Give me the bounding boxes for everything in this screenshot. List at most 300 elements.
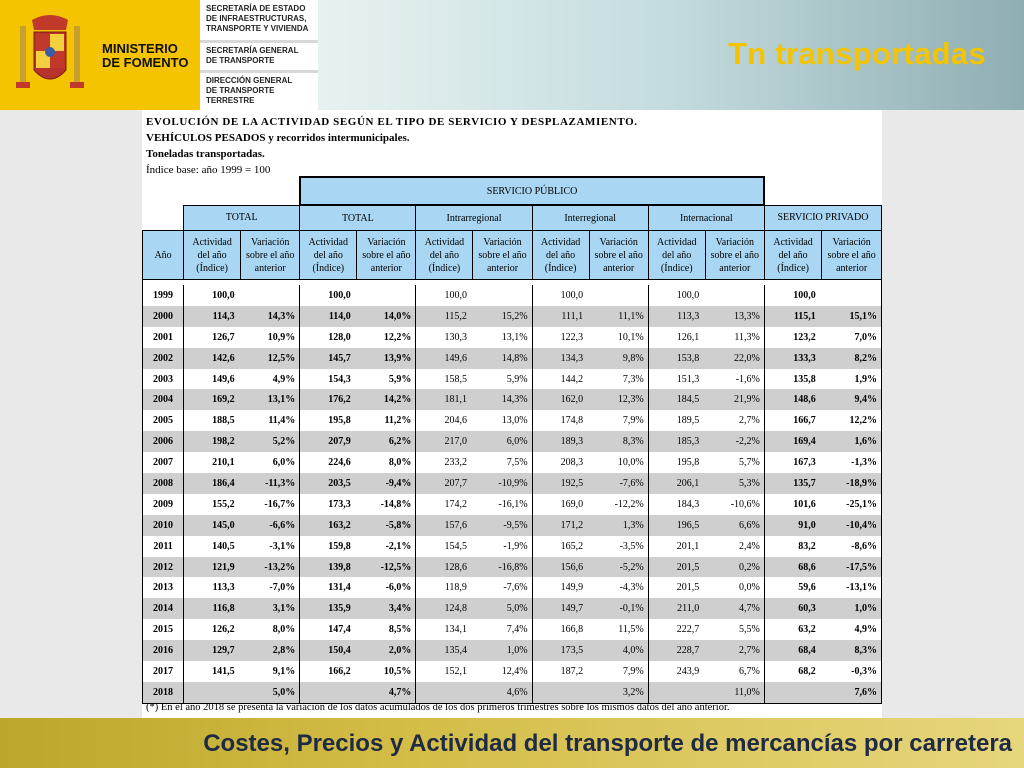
actividad-cell: 147,4 bbox=[300, 619, 357, 640]
variacion-header: Variación sobre el año anterior bbox=[473, 231, 532, 280]
actividad-cell: 189,3 bbox=[532, 431, 589, 452]
actividad-cell: 111,1 bbox=[532, 306, 589, 327]
variacion-cell: 14,3% bbox=[473, 389, 532, 410]
variacion-cell: 2,4% bbox=[739, 540, 760, 552]
variacion-cell: -25,1% bbox=[822, 494, 882, 515]
actividad-cell: 185,3 bbox=[648, 431, 705, 452]
variacion-cell: 2,7% bbox=[739, 415, 760, 427]
variacion-cell: -5,2% bbox=[589, 557, 648, 578]
variacion-cell: 0,0% bbox=[739, 582, 760, 594]
actividad-cell: 115,1 bbox=[764, 306, 821, 327]
variacion-cell: 13,0% bbox=[501, 415, 528, 427]
variacion-cell: 15,1% bbox=[822, 306, 882, 327]
variacion-cell: -16,8% bbox=[473, 557, 532, 578]
year-cell: 2001 bbox=[143, 327, 184, 348]
variacion-cell: 11,2% bbox=[384, 415, 412, 427]
variacion-cell: 7,3% bbox=[622, 373, 644, 385]
variacion-cell: -1,3% bbox=[822, 452, 882, 473]
actividad-cell: 196,5 bbox=[648, 515, 705, 536]
actividad-cell: 174,2 bbox=[416, 494, 473, 515]
variacion-cell: 10,5% bbox=[383, 665, 412, 677]
year-cell: 2018 bbox=[143, 682, 184, 703]
actividad-cell: 149,9 bbox=[532, 577, 589, 598]
actividad-header: Actividad del año (Índice) bbox=[532, 231, 589, 280]
table-row bbox=[143, 473, 882, 494]
actividad-cell: 243,9 bbox=[648, 661, 705, 682]
variacion-cell bbox=[473, 285, 532, 306]
variacion-cell: 5,9% bbox=[506, 373, 528, 385]
table-row bbox=[143, 619, 882, 640]
actividad-cell: 184,5 bbox=[648, 389, 705, 410]
variacion-header: Variación sobre el año anterior bbox=[822, 231, 882, 280]
variacion-cell: 13,1% bbox=[241, 389, 300, 410]
actividad-cell: 192,5 bbox=[532, 473, 589, 494]
actividad-cell: 135,8 bbox=[764, 369, 821, 390]
year-cell: 2011 bbox=[143, 536, 184, 557]
variacion-cell: 8,3% bbox=[589, 431, 648, 452]
variacion-cell bbox=[589, 285, 648, 306]
variacion-cell: 1,6% bbox=[822, 431, 882, 452]
actividad-cell: 68,2 bbox=[764, 661, 821, 682]
variacion-cell: 11,3% bbox=[734, 331, 760, 343]
year-cell: 2003 bbox=[143, 369, 184, 390]
variacion-cell: 5,0% bbox=[473, 598, 532, 619]
variacion-cell: -1,6% bbox=[735, 373, 760, 385]
variacion-cell: 8,5% bbox=[388, 624, 412, 636]
variacion-cell: 4,0% bbox=[589, 640, 648, 661]
table-row bbox=[143, 515, 882, 536]
table-row bbox=[143, 327, 882, 348]
variacion-cell: 13,1% bbox=[501, 331, 528, 343]
actividad-cell: 149,6 bbox=[416, 348, 473, 369]
actividad-cell: 201,1 bbox=[648, 536, 705, 557]
variacion-cell: -17,5% bbox=[822, 557, 882, 578]
actividad-cell: 130,3 bbox=[416, 327, 473, 348]
variacion-cell: 1,3% bbox=[589, 515, 648, 536]
actividad-cell: 186,4 bbox=[184, 473, 241, 494]
actividad-cell: 208,3 bbox=[532, 452, 589, 473]
table-row bbox=[143, 598, 882, 619]
slide-footer bbox=[0, 718, 1024, 768]
actividad-cell: 162,0 bbox=[532, 389, 589, 410]
table-row bbox=[143, 369, 882, 390]
actividad-cell: 91,0 bbox=[764, 515, 821, 536]
variacion-cell: 7,4% bbox=[506, 624, 528, 636]
actividad-cell: 228,7 bbox=[648, 640, 705, 661]
variacion-cell: 6,0% bbox=[272, 457, 296, 469]
year-cell: 2016 bbox=[143, 640, 184, 661]
actividad-cell: 171,2 bbox=[532, 515, 589, 536]
variacion-cell: 5,3% bbox=[705, 473, 764, 494]
actividad-cell: 100,0 bbox=[764, 285, 821, 306]
variacion-cell: 6,0% bbox=[473, 431, 532, 452]
actividad-cell: 100,0 bbox=[532, 285, 589, 306]
variacion-cell: 5,0% bbox=[241, 682, 300, 703]
actividad-cell: 134,3 bbox=[532, 348, 589, 369]
actividad-cell: 169,2 bbox=[184, 389, 241, 410]
actividad-cell: 126,1 bbox=[648, 327, 705, 348]
actividad-cell: 122,3 bbox=[532, 327, 589, 348]
actividad-cell: 149,6 bbox=[184, 369, 241, 390]
variacion-cell: 1,9% bbox=[822, 369, 882, 390]
actividad-cell bbox=[764, 682, 821, 703]
actividad-cell: 173,5 bbox=[532, 640, 589, 661]
variacion-cell: 13,9% bbox=[357, 348, 416, 369]
actividad-header: Actividad del año (Índice) bbox=[764, 231, 821, 280]
variacion-cell: 13,3% bbox=[705, 306, 764, 327]
variacion-cell: 9,4% bbox=[822, 389, 882, 410]
variacion-cell bbox=[705, 285, 764, 306]
actividad-cell: 128,0 bbox=[300, 327, 357, 348]
year-cell: 2015 bbox=[143, 619, 184, 640]
actividad-cell: 206,1 bbox=[648, 473, 705, 494]
table-caption: EVOLUCIÓN DE LA ACTIVIDAD SEGÚN EL TIPO DE SERVICIO Y DESPLAZAMIENTO. VEHÍCULOS PESADOS y recorridos intermunicipales. Toneladas transportadas. Índice base: año 1999 = 100 bbox=[146, 116, 638, 176]
actividad-cell: 68,4 bbox=[764, 640, 821, 661]
variacion-cell: 7,6% bbox=[822, 682, 882, 703]
variacion-cell: -13,1% bbox=[822, 577, 882, 598]
actividad-cell: 195,8 bbox=[300, 410, 357, 431]
variacion-header: Variación sobre el año anterior bbox=[241, 231, 300, 280]
footer-title: Costes, Precios y Actividad del transporte de mercancías por carretera bbox=[203, 730, 1012, 757]
actividad-cell: 83,2 bbox=[764, 536, 821, 557]
actividad-cell: 118,9 bbox=[416, 577, 473, 598]
variacion-cell: -11,3% bbox=[241, 473, 300, 494]
variacion-cell: 14,0% bbox=[357, 306, 416, 327]
table-row bbox=[143, 389, 882, 410]
variacion-cell: 6,6% bbox=[705, 515, 764, 536]
actividad-cell: 207,7 bbox=[416, 473, 473, 494]
year-cell: 2005 bbox=[143, 410, 184, 431]
secretaria-estado: SECRETARÍA DE ESTADO DE INFRAESTRUCTURAS, TRANSPORTE Y VIVIENDA bbox=[206, 4, 309, 33]
variacion-cell: 11,5% bbox=[618, 624, 644, 636]
variacion-cell: -10,6% bbox=[730, 498, 760, 510]
variacion-cell: 10,1% bbox=[617, 331, 644, 343]
actividad-cell: 188,5 bbox=[184, 410, 241, 431]
actividad-cell: 150,4 bbox=[300, 640, 357, 661]
table-row bbox=[143, 557, 882, 578]
variacion-cell: 7,5% bbox=[506, 457, 528, 469]
actividad-cell: 59,6 bbox=[764, 577, 821, 598]
variacion-cell: -7,6% bbox=[503, 582, 528, 594]
variacion-cell: -13,2% bbox=[241, 557, 300, 578]
variacion-cell: 2,8% bbox=[241, 640, 300, 661]
slide-title: Tn transportadas bbox=[727, 36, 986, 71]
actividad-cell: 144,2 bbox=[532, 369, 589, 390]
variacion-cell: 10,9% bbox=[267, 331, 296, 343]
actividad-cell: 217,0 bbox=[416, 431, 473, 452]
actividad-cell bbox=[532, 682, 589, 703]
actividad-cell: 100,0 bbox=[300, 285, 357, 306]
variacion-cell: 14,3% bbox=[241, 306, 300, 327]
activity-table bbox=[142, 176, 882, 704]
actividad-cell: 195,8 bbox=[648, 452, 705, 473]
actividad-cell: 152,1 bbox=[416, 661, 473, 682]
year-cell: 2002 bbox=[143, 348, 184, 369]
table-row bbox=[143, 577, 882, 598]
actividad-header: Actividad del año (Índice) bbox=[300, 231, 357, 280]
variacion-cell: 12,4% bbox=[501, 665, 528, 677]
actividad-cell: 169,4 bbox=[764, 431, 821, 452]
group-header: SERVICIO PRIVADO bbox=[764, 205, 881, 231]
actividad-cell: 173,3 bbox=[300, 494, 357, 515]
variacion-cell: 2,7% bbox=[705, 640, 764, 661]
variacion-cell: 7,9% bbox=[622, 665, 644, 677]
group-header: Intrarregional bbox=[416, 205, 532, 231]
variacion-cell: 12,3% bbox=[589, 389, 648, 410]
variacion-cell: 7,9% bbox=[622, 415, 644, 427]
actividad-header: Actividad del año (Índice) bbox=[184, 231, 241, 280]
variacion-cell: 2,0% bbox=[357, 640, 416, 661]
variacion-cell: 4,9% bbox=[822, 619, 882, 640]
variacion-cell: 12,2% bbox=[383, 331, 412, 343]
variacion-cell: -4,3% bbox=[619, 582, 644, 594]
group-header: Internacional bbox=[648, 205, 764, 231]
coat-of-arms-icon bbox=[12, 12, 88, 98]
actividad-cell: 169,0 bbox=[532, 494, 589, 515]
actividad-cell: 114,0 bbox=[300, 306, 357, 327]
actividad-cell: 124,8 bbox=[416, 598, 473, 619]
variacion-cell: 6,7% bbox=[739, 665, 760, 677]
actividad-cell: 210,1 bbox=[184, 452, 241, 473]
actividad-cell: 222,7 bbox=[648, 619, 705, 640]
actividad-header: Actividad del año (Índice) bbox=[416, 231, 473, 280]
actividad-cell: 224,6 bbox=[300, 452, 357, 473]
actividad-cell bbox=[648, 682, 705, 703]
group-header: TOTAL bbox=[300, 205, 416, 231]
year-cell: 2007 bbox=[143, 452, 184, 473]
year-cell: 2014 bbox=[143, 598, 184, 619]
group-header: Interregional bbox=[532, 205, 648, 231]
actividad-cell: 165,2 bbox=[532, 536, 589, 557]
actividad-cell: 204,6 bbox=[416, 410, 473, 431]
variacion-cell: -5,8% bbox=[357, 515, 416, 536]
variacion-cell: 14,8% bbox=[473, 348, 532, 369]
variacion-cell bbox=[822, 285, 882, 306]
actividad-cell: 135,4 bbox=[416, 640, 473, 661]
actividad-cell: 116,8 bbox=[184, 598, 241, 619]
ministry-name: MINISTERIO DE FOMENTO bbox=[102, 41, 189, 70]
variacion-cell: 1,0% bbox=[822, 598, 882, 619]
year-cell: 2010 bbox=[143, 515, 184, 536]
actividad-cell: 201,5 bbox=[648, 557, 705, 578]
actividad-cell: 131,4 bbox=[300, 577, 357, 598]
variacion-cell: 10,0% bbox=[617, 457, 644, 469]
variacion-cell: 4,7% bbox=[357, 682, 416, 703]
actividad-cell: 167,3 bbox=[764, 452, 821, 473]
actividad-cell: 113,3 bbox=[184, 577, 241, 598]
ministry-logo bbox=[0, 0, 200, 110]
variacion-cell: -1,9% bbox=[503, 540, 528, 552]
actividad-cell: 233,2 bbox=[416, 452, 473, 473]
variacion-cell: -10,4% bbox=[822, 515, 882, 536]
actividad-cell: 145,0 bbox=[184, 515, 241, 536]
variacion-cell: 9,1% bbox=[272, 665, 296, 677]
variacion-cell: 3,4% bbox=[357, 598, 416, 619]
actividad-cell: 135,9 bbox=[300, 598, 357, 619]
actividad-cell: 159,8 bbox=[300, 536, 357, 557]
actividad-cell: 166,8 bbox=[532, 619, 589, 640]
actividad-cell: 154,5 bbox=[416, 536, 473, 557]
variacion-cell: 15,2% bbox=[473, 306, 532, 327]
table-row bbox=[143, 410, 882, 431]
variacion-cell: -2,1% bbox=[385, 540, 412, 552]
actividad-cell: 141,5 bbox=[184, 661, 241, 682]
table-row bbox=[143, 285, 882, 306]
actividad-cell: 68,6 bbox=[764, 557, 821, 578]
variacion-cell: 14,2% bbox=[357, 389, 416, 410]
variacion-cell: 5,7% bbox=[739, 457, 760, 469]
actividad-cell: 145,7 bbox=[300, 348, 357, 369]
actividad-cell: 174,8 bbox=[532, 410, 589, 431]
variacion-cell: 12,5% bbox=[241, 348, 300, 369]
actividad-cell: 201,5 bbox=[648, 577, 705, 598]
year-cell: 2006 bbox=[143, 431, 184, 452]
actividad-cell: 100,0 bbox=[648, 285, 705, 306]
secretariat-column bbox=[200, 0, 318, 110]
variacion-cell: 22,0% bbox=[705, 348, 764, 369]
document-panel bbox=[142, 110, 882, 718]
table-row bbox=[143, 494, 882, 515]
variacion-cell: -6,6% bbox=[241, 515, 300, 536]
table-row bbox=[143, 661, 882, 682]
variacion-cell: -0,1% bbox=[589, 598, 648, 619]
variacion-cell: -16,1% bbox=[498, 498, 528, 510]
actividad-cell: 139,8 bbox=[300, 557, 357, 578]
actividad-cell: 189,5 bbox=[648, 410, 705, 431]
variacion-cell: 4,9% bbox=[272, 373, 296, 385]
variacion-cell: 11,0% bbox=[705, 682, 764, 703]
variacion-cell: 8,2% bbox=[822, 348, 882, 369]
variacion-header: Variación sobre el año anterior bbox=[589, 231, 648, 280]
variacion-cell: -18,9% bbox=[822, 473, 882, 494]
variacion-cell: -6,0% bbox=[385, 582, 412, 594]
variacion-cell bbox=[357, 285, 416, 306]
variacion-cell: 11,4% bbox=[268, 415, 296, 427]
actividad-cell: 129,7 bbox=[184, 640, 241, 661]
secretaria-general: SECRETARÍA GENERAL DE TRANSPORTE bbox=[206, 46, 299, 65]
variacion-cell: -7,6% bbox=[589, 473, 648, 494]
actividad-cell: 115,2 bbox=[416, 306, 473, 327]
actividad-cell bbox=[184, 682, 241, 703]
actividad-cell: 135,7 bbox=[764, 473, 821, 494]
actividad-cell: 203,5 bbox=[300, 473, 357, 494]
variacion-cell: 4,7% bbox=[705, 598, 764, 619]
actividad-cell: 126,2 bbox=[184, 619, 241, 640]
year-cell: 2013 bbox=[143, 577, 184, 598]
actividad-cell bbox=[416, 682, 473, 703]
year-cell: 2012 bbox=[143, 557, 184, 578]
table-row bbox=[143, 682, 882, 703]
variacion-cell: 4,6% bbox=[473, 682, 532, 703]
actividad-cell: 156,6 bbox=[532, 557, 589, 578]
actividad-cell: 157,6 bbox=[416, 515, 473, 536]
variacion-cell: 7,0% bbox=[822, 327, 882, 348]
actividad-cell: 121,9 bbox=[184, 557, 241, 578]
servicio-publico-header: SERVICIO PÚBLICO bbox=[300, 177, 765, 205]
year-cell: 2004 bbox=[143, 389, 184, 410]
variacion-cell bbox=[241, 285, 300, 306]
actividad-cell: 101,6 bbox=[764, 494, 821, 515]
variacion-cell: -0,3% bbox=[822, 661, 882, 682]
table-row bbox=[143, 431, 882, 452]
actividad-cell: 123,2 bbox=[764, 327, 821, 348]
year-column-header: Año bbox=[143, 231, 184, 280]
actividad-cell: 158,5 bbox=[416, 369, 473, 390]
actividad-cell: 126,7 bbox=[184, 327, 241, 348]
actividad-cell: 63,2 bbox=[764, 619, 821, 640]
actividad-cell: 148,6 bbox=[764, 389, 821, 410]
actividad-cell: 181,1 bbox=[416, 389, 473, 410]
actividad-cell: 207,9 bbox=[300, 431, 357, 452]
actividad-cell: 166,7 bbox=[764, 410, 821, 431]
actividad-cell: 142,6 bbox=[184, 348, 241, 369]
table-row bbox=[143, 536, 882, 557]
variacion-cell: -16,7% bbox=[264, 498, 296, 510]
variacion-cell: 21,9% bbox=[705, 389, 764, 410]
actividad-cell: 100,0 bbox=[416, 285, 473, 306]
year-cell: 2000 bbox=[143, 306, 184, 327]
variacion-header: Variación sobre el año anterior bbox=[705, 231, 764, 280]
variacion-cell: 5,5% bbox=[739, 624, 760, 636]
variacion-cell: 8,0% bbox=[388, 457, 412, 469]
variacion-cell: -8,6% bbox=[822, 536, 882, 557]
actividad-cell bbox=[300, 682, 357, 703]
actividad-cell: 166,2 bbox=[300, 661, 357, 682]
variacion-cell: -3,1% bbox=[269, 540, 296, 552]
actividad-cell: 211,0 bbox=[648, 598, 705, 619]
group-header: TOTAL bbox=[184, 205, 300, 231]
variacion-cell: -9,4% bbox=[357, 473, 416, 494]
actividad-cell: 176,2 bbox=[300, 389, 357, 410]
actividad-cell: 114,3 bbox=[184, 306, 241, 327]
actividad-header: Actividad del año (Índice) bbox=[648, 231, 705, 280]
actividad-cell: 140,5 bbox=[184, 536, 241, 557]
actividad-cell: 163,2 bbox=[300, 515, 357, 536]
actividad-cell: 134,1 bbox=[416, 619, 473, 640]
year-cell: 2017 bbox=[143, 661, 184, 682]
variacion-cell: -10,9% bbox=[473, 473, 532, 494]
actividad-cell: 128,6 bbox=[416, 557, 473, 578]
slide-header bbox=[0, 0, 1024, 110]
actividad-cell: 151,3 bbox=[648, 369, 705, 390]
year-cell: 1999 bbox=[143, 285, 184, 306]
variacion-header: Variación sobre el año anterior bbox=[357, 231, 416, 280]
variacion-cell: -3,5% bbox=[619, 540, 644, 552]
year-cell: 2008 bbox=[143, 473, 184, 494]
actividad-cell: 184,3 bbox=[648, 494, 705, 515]
actividad-cell: 149,7 bbox=[532, 598, 589, 619]
table-row bbox=[143, 306, 882, 327]
table-row bbox=[143, 348, 882, 369]
direccion-general: DIRECCIÓN GENERAL DE TRANSPORTE TERRESTRE bbox=[206, 76, 293, 105]
variacion-cell: 6,2% bbox=[357, 431, 416, 452]
variacion-cell: 8,0% bbox=[272, 624, 296, 636]
actividad-cell: 100,0 bbox=[184, 285, 241, 306]
variacion-cell: -12,5% bbox=[357, 557, 416, 578]
table-row bbox=[143, 452, 882, 473]
variacion-cell: 3,2% bbox=[589, 682, 648, 703]
variacion-cell: -9,5% bbox=[473, 515, 532, 536]
variacion-cell: -14,8% bbox=[380, 498, 412, 510]
variacion-cell: -12,2% bbox=[614, 498, 644, 510]
variacion-cell: 8,3% bbox=[822, 640, 882, 661]
variacion-cell: 9,8% bbox=[589, 348, 648, 369]
actividad-cell: 198,2 bbox=[184, 431, 241, 452]
actividad-cell: 113,3 bbox=[648, 306, 705, 327]
footnote: (*) En el año 2018 se presenta la variación de los datos acumulados de los dos primeros trimestres sobre los mismos datos del año anterior. bbox=[146, 702, 730, 713]
year-cell: 2009 bbox=[143, 494, 184, 515]
actividad-cell: 133,3 bbox=[764, 348, 821, 369]
